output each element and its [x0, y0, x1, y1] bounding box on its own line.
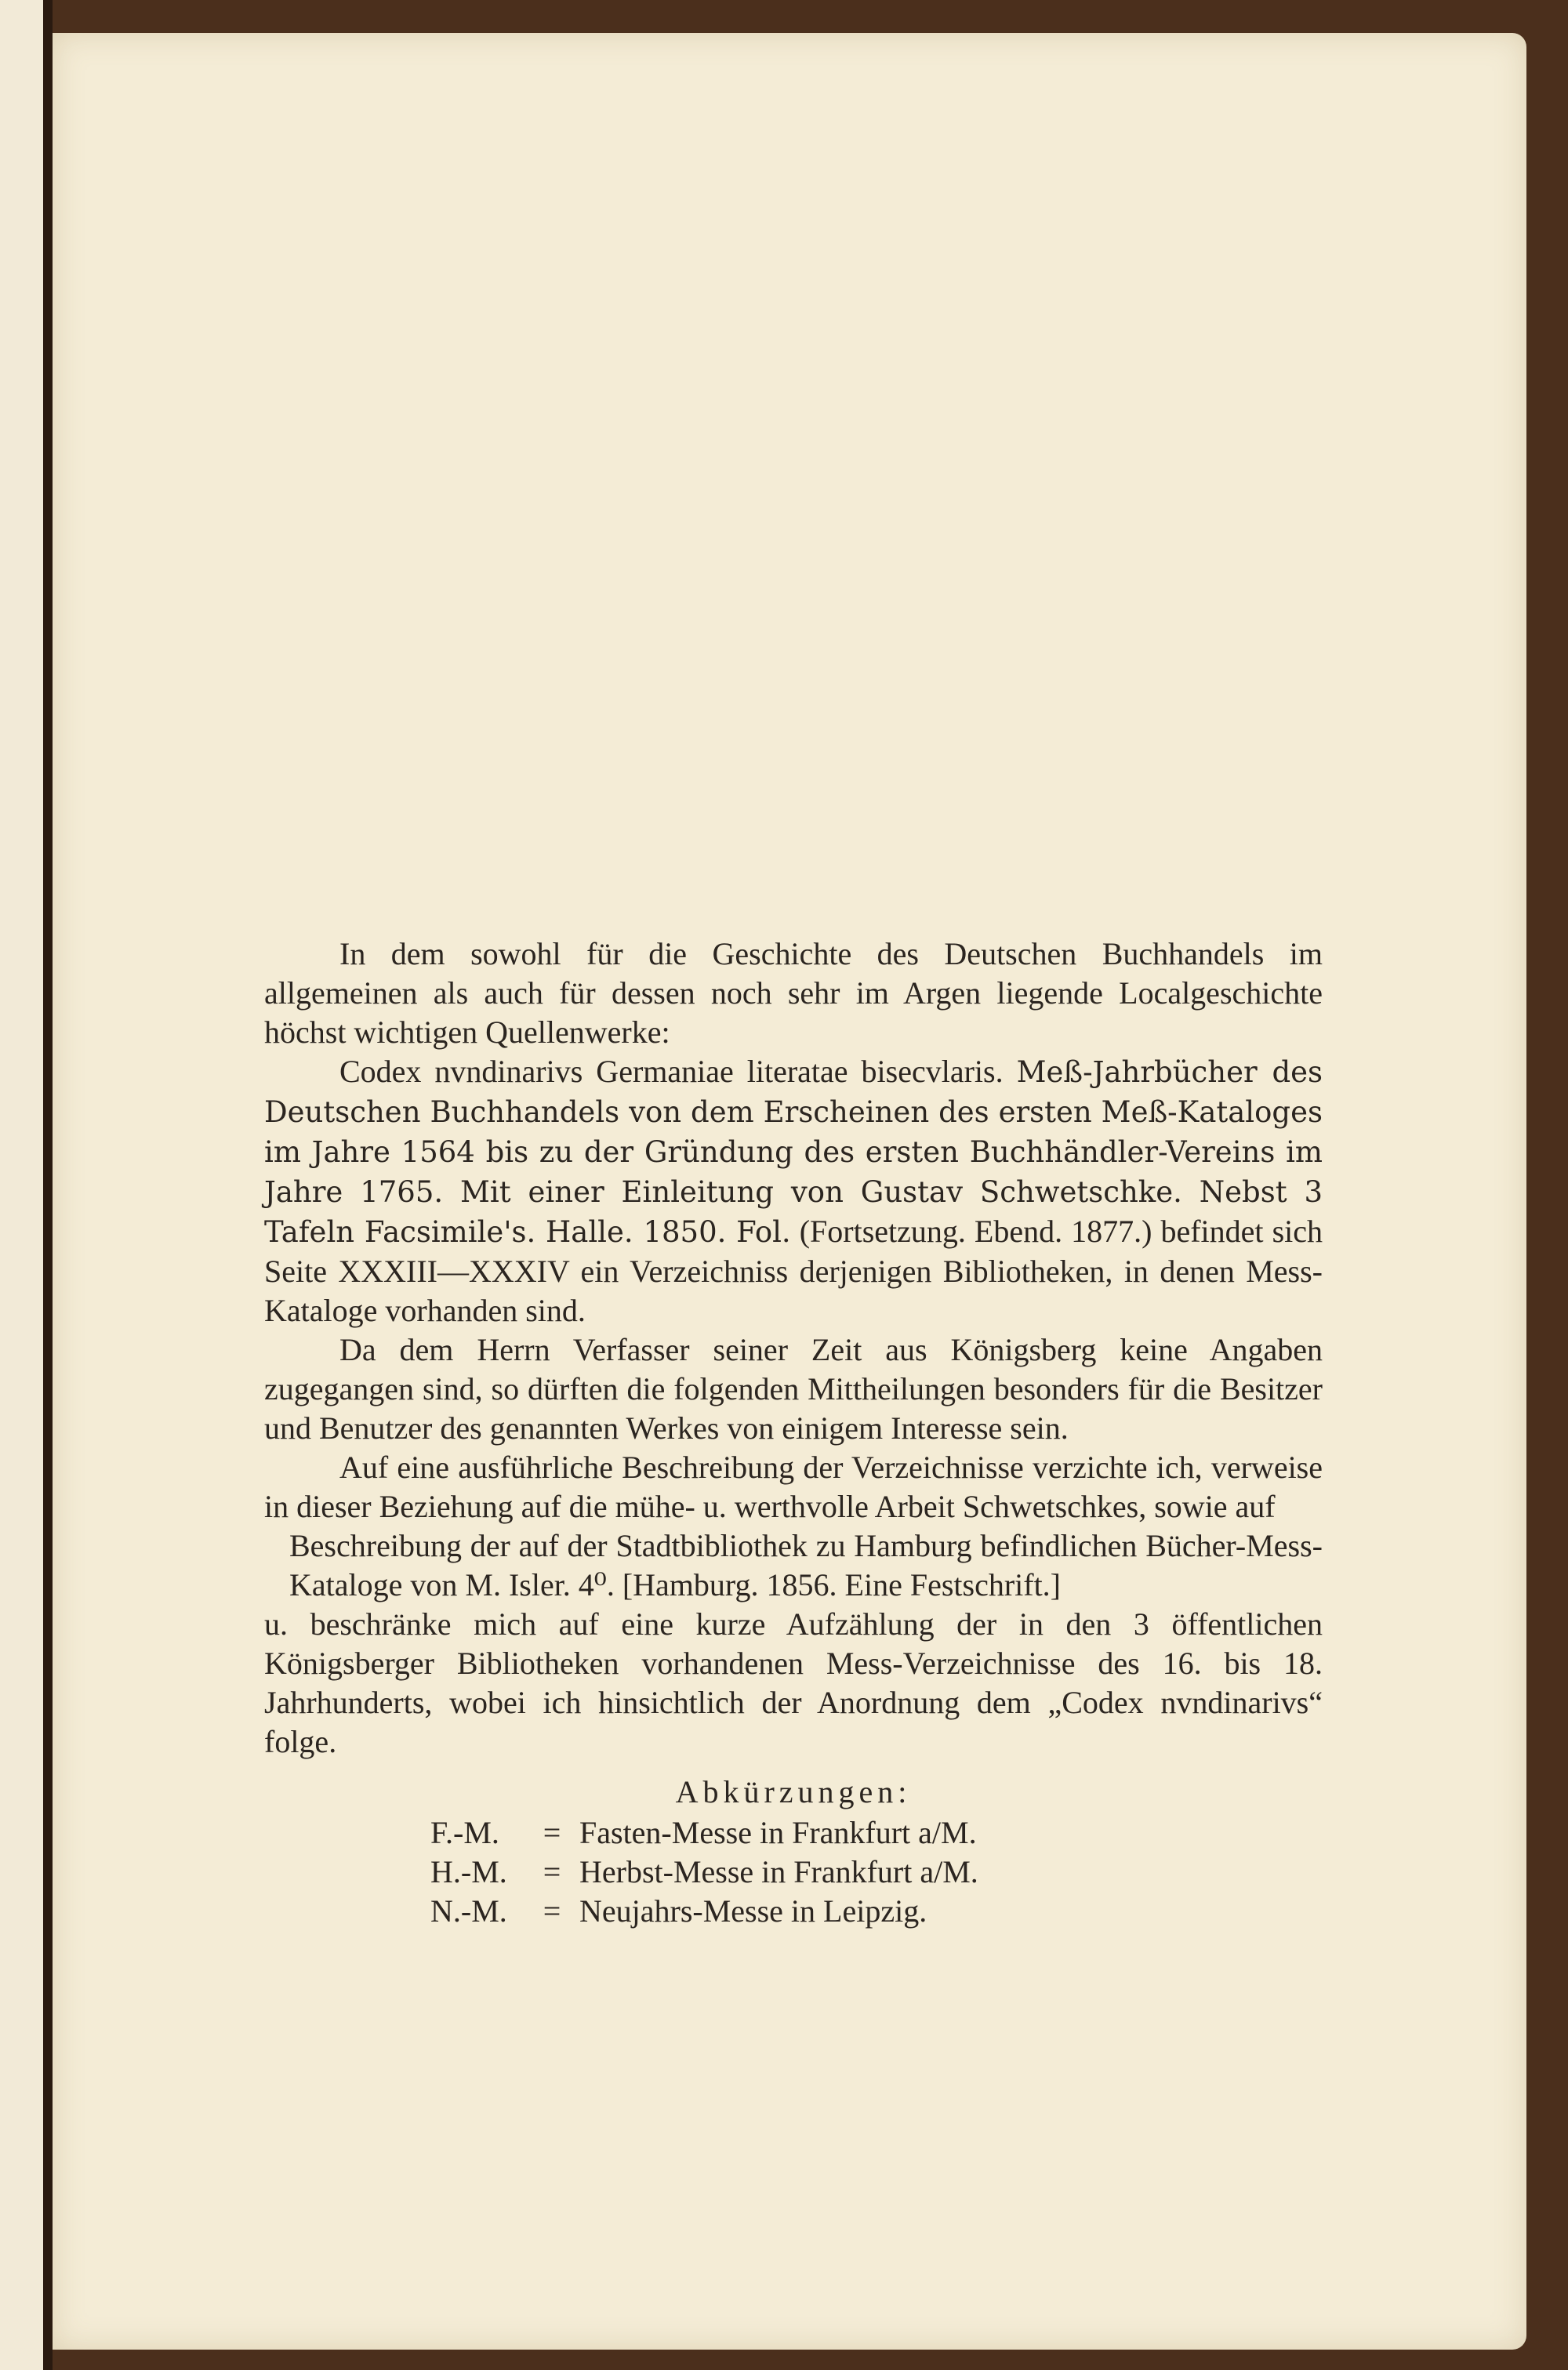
- codex-subtitle-fraktur: Meß-Jahrbücher des Deutschen Buchhandels von dem Erscheinen des ersten Meß-Kataloges im Jahre 1564 bis zu der Gründung des ersten Buchhändler-Vereins im Jahre 1765. Mit einer Einleitung von Gustav Schwetschke. Nebst 3 Tafeln Facsimile's. Halle. 1850. Fol.: [264, 1055, 1323, 1249]
- codex-paragraph: [264, 1052, 1323, 1330]
- abbreviation-key: N.-M.: [430, 1893, 507, 1929]
- abbreviation-key: F.-M.: [430, 1815, 499, 1850]
- intro-text: In dem sowohl für die Geschichte des Deutschen Buchhandels im allgemeinen als auch für dessen noch sehr im Argen liegende Localgeschichte höchst wichtigen Quellenwerke:: [264, 936, 1323, 1050]
- abbreviation-row: [264, 1813, 1323, 1853]
- paragraph-verzicht: [264, 1448, 1323, 1526]
- citation-isler: [264, 1526, 1323, 1605]
- abbreviation-value: Neujahrs-Messe in Leipzig.: [579, 1893, 927, 1929]
- abbreviation-row: [264, 1853, 1323, 1892]
- abbreviation-equals: =: [543, 1815, 561, 1850]
- abbreviations-heading: Abkürzungen:: [675, 1774, 912, 1809]
- abbreviation-value: Herbst-Messe in Frankfurt a/M.: [579, 1854, 978, 1889]
- codex-continuation: (Fortsetzung. Ebend. 1877.) befindet sich Seite XXXIII—XXXIV ein Verzeichniss derjenigen Bibliotheken, in denen Mess-Kataloge vorhanden sind.: [264, 1214, 1323, 1328]
- paragraph-verzicht-text: Auf eine ausführliche Beschreibung der Verzeichnisse verzichte ich, verweise in dieser Beziehung auf die mühe- u. werthvolle Arbeit Schwetschkes, sowie auf: [264, 1450, 1323, 1524]
- book-gutter: [43, 0, 53, 2370]
- paragraph-aufzaehlung: [264, 1605, 1323, 1762]
- abbreviation-equals: =: [543, 1893, 561, 1929]
- paragraph-koenigsberg: [264, 1330, 1323, 1448]
- abbreviation-key: H.-M.: [430, 1854, 507, 1889]
- paragraph-koenigsberg-text: Da dem Herrn Verfasser seiner Zeit aus Königsberg keine Angaben zugegangen sind, so dürften die folgenden Mittheilungen besonders für die Besitzer und Benutzer des genannten Werkes von einigem Interesse sein.: [264, 1332, 1323, 1446]
- intro-paragraph: [264, 935, 1323, 1052]
- abbreviations-list: [264, 1813, 1323, 1931]
- document-page: [53, 33, 1526, 2350]
- facing-page-edge: [0, 0, 43, 2370]
- abbreviation-row: [264, 1892, 1323, 1931]
- codex-title: Codex nvndinarivs Germaniae literatae bisecvlaris.: [339, 1054, 1004, 1089]
- paragraph-aufzaehlung-text: u. beschränke mich auf eine kurze Aufzählung der in den 3 öffentlichen Königsberger Bibliotheken vorhandenen Mess-Verzeichnisse des 16. bis 18. Jahrhunderts, wobei ich hinsichtlich der Anordnung dem „Codex nvndinarivs“ folge.: [264, 1606, 1323, 1759]
- citation-isler-text: Beschreibung der auf der Stadtbibliothek zu Hamburg befindlichen Bücher-Mess-Kataloge von M. Isler. 4⁰. [Hamburg. 1856. Eine Festschrift.]: [289, 1528, 1323, 1602]
- abbreviation-equals: =: [543, 1854, 561, 1889]
- body-text: [264, 935, 1323, 1931]
- abbreviation-value: Fasten-Messe in Frankfurt a/M.: [579, 1815, 977, 1850]
